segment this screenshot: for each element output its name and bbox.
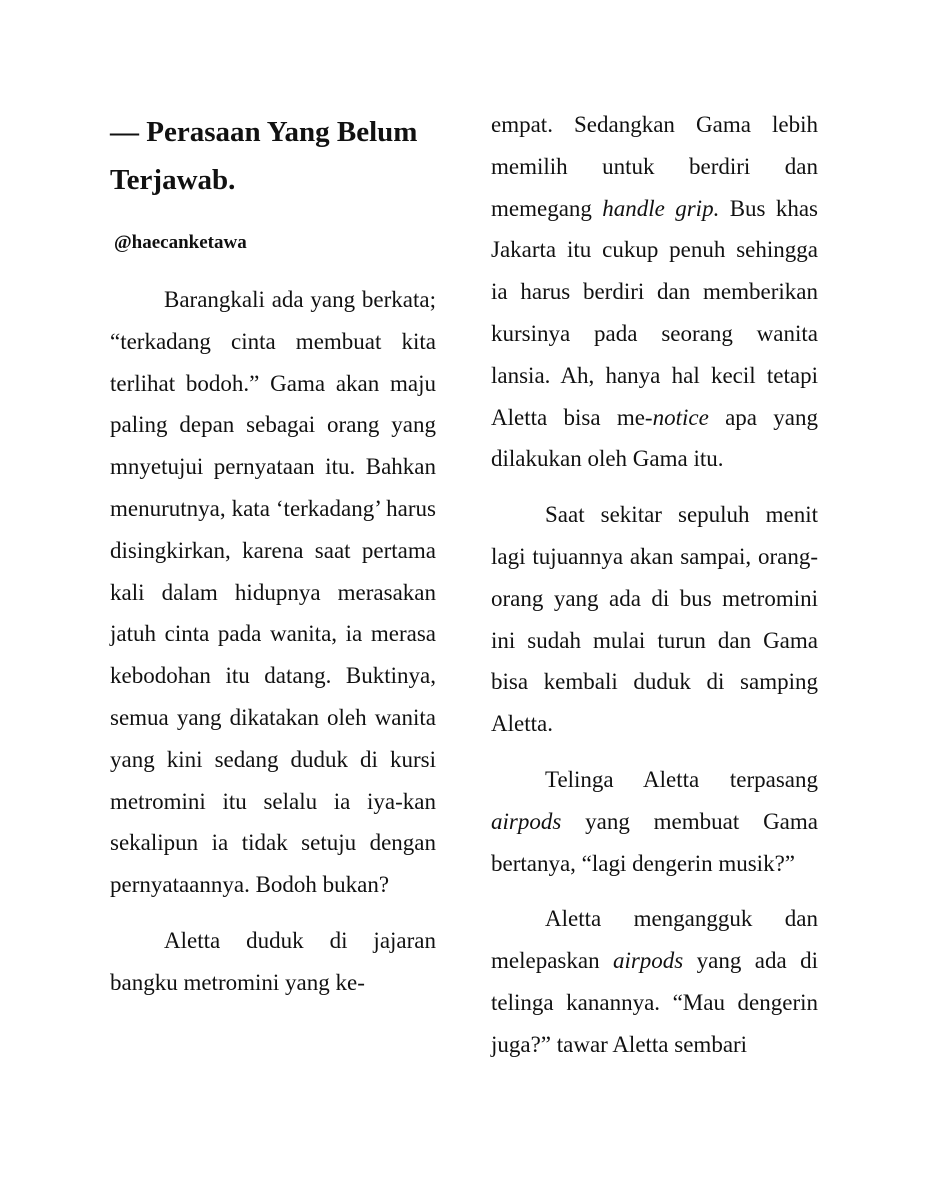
- text-span: yang ada di telinga kanannya. “Mau dengerin juga?” tawar Aletta sembari: [491, 948, 818, 1057]
- text-span: Telinga Aletta terpasang: [545, 766, 818, 792]
- italic-term-airpods: airpods: [612, 948, 684, 974]
- paragraph-1: Barangkali ada yang berkata; “terkadang cinta membuat kita terlihat bodoh.” Gama akan maju paling depan sebagai orang yang mnyetujui pernyataan itu. Bahkan menurutnya, kata ‘terkadang’ harus disingkirkan, karena saat pertama kali dalam hidupnya merasakan jatuh cinta pada wanita, ia merasa kebodohan itu datang. Buktinya, semua yang dikatakan oleh wanita yang kini sedang duduk di kursi metromini itu selalu ia iya-kan sekalipun ia tidak setuju dengan pernyataannya. Bodoh bukan?: [110, 287, 436, 898]
- paragraph-5: [491, 898, 818, 1065]
- italic-term-handle-grip: handle grip.: [602, 195, 720, 221]
- paragraph-3: Saat sekitar sepuluh menit lagi tujuannya akan sampai, orang-orang yang ada di bus metromini ini sudah mulai turun dan Gama bisa kembali duduk di samping Aletta.: [491, 502, 818, 737]
- text-span: apa yang dilakukan oleh Gama itu.: [491, 404, 818, 472]
- italic-term-notice: notice: [652, 404, 709, 430]
- paragraph-2-continued: [491, 104, 818, 480]
- paragraph-2: Aletta duduk di jajaran bangku metromini yang ke-: [110, 927, 436, 995]
- text-span: yang membuat Gama bertanya, “lagi dengerin musik?”: [491, 808, 818, 876]
- right-column: [491, 104, 818, 1066]
- text-span: empat. Sedangkan Gama lebih memilih untuk berdiri dan memegang: [491, 112, 818, 221]
- author-handle: @haecanketawa: [114, 232, 247, 253]
- chapter-title: — Perasaan Yang Belum Terjawab.: [110, 116, 418, 196]
- text-span: Aletta mengangguk dan melepaskan: [491, 906, 818, 974]
- paragraph-4: [491, 759, 818, 884]
- text-span: Bus khas Jakarta itu cukup penuh sehingga ia harus berdiri dan memberikan kursinya pada seorang wanita lansia. Ah, hanya hal kecil tetapi Aletta bisa me-: [491, 195, 818, 430]
- left-column: [110, 279, 436, 1004]
- italic-term-airpods: airpods: [491, 808, 562, 834]
